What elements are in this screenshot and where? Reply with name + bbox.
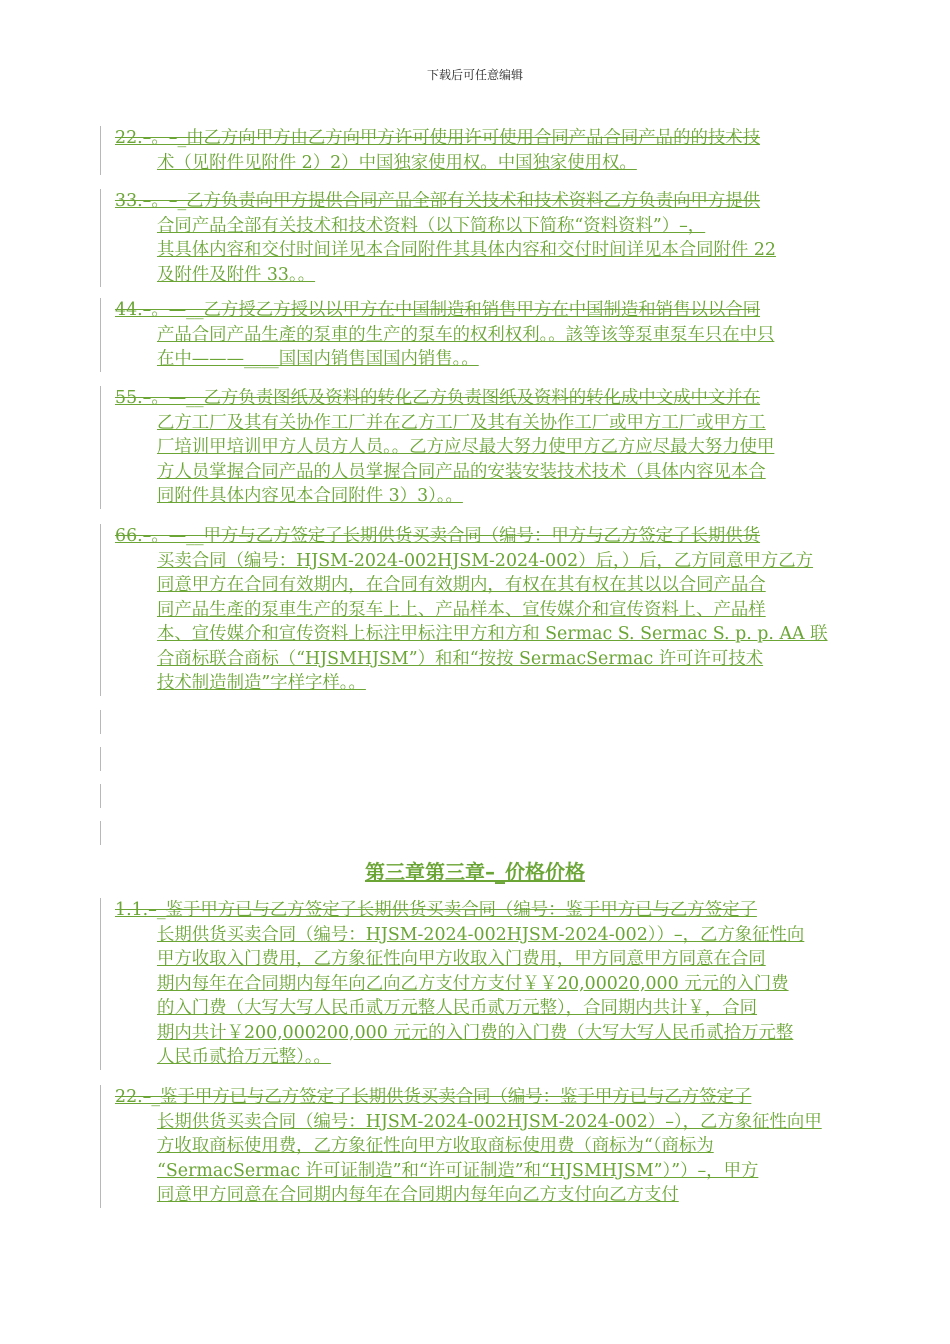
price-clause-2-trademark-fee: [100, 1085, 835, 1208]
text-line: 方人员掌握合同产品的人员掌握合同产品的安装安装技术技术（具体内容见本合: [157, 461, 766, 482]
text-line: 同附件具体内容见本合同附件 3）3）。。: [157, 486, 463, 506]
text-line: 在中———____国国内销售国国内销售。。: [157, 349, 479, 369]
text-line: 的入门费（大写大写人民币贰万元整人民币贰万元整），合同期内共计￥，合同: [157, 998, 757, 1018]
page-header: 下载后可任意编辑: [426, 68, 523, 82]
clause-6-trademark: [100, 524, 835, 696]
text-line: “SermacSermac 许可证制造”和“许可证制造”和“HJSMHJSM”）”）–，甲方: [157, 1160, 759, 1181]
text-line: 厂培训甲培训甲方人员方人员。。乙方应尽最大努力使甲方乙方应尽最大努力使甲: [157, 437, 775, 457]
text-line: 长期供货买卖合同（编号：HJSM-2024-002HJSM-2024-002））–，乙方象征性向: [157, 924, 805, 945]
text-line: 同意甲方同意在合同期内每年在合同期内每年向乙方支付向乙方支付: [157, 1185, 679, 1205]
text-line: 22.–_鉴于甲方已与乙方签定了长期供货买卖合同（编号：鉴于甲方已与乙方签定了: [115, 1087, 752, 1107]
text-line: 合同产品全部有关技术和技术资料（以下简称以下简称“资料资料”）–，: [157, 215, 706, 236]
text-line: 22.–。–_由乙方向甲方由乙方向甲方许可使用许可使用合同产品合同产品的的技术技: [115, 128, 761, 148]
text-line: 方收取商标使用费，乙方象征性向甲方收取商标使用费（商标为“（商标为: [157, 1136, 714, 1156]
empty-paragraph-marker: [100, 784, 101, 808]
empty-paragraph-marker: [100, 821, 101, 845]
text-line: 及附件及附件 33。。: [157, 264, 316, 285]
text-line: 同意甲方在合同有效期内，在合同有效期内，有权在其有权在其以以合同产品合: [157, 575, 766, 595]
text-line: 人民币贰拾万元整）。。: [157, 1047, 331, 1067]
clause-2-license: [100, 126, 835, 175]
text-line: 44.–。—__乙方授乙方授以以甲方在中国制造和销售甲方在中国制造和销售以以合同: [115, 300, 761, 320]
text-line: 技术制造制造”字样字样。。: [157, 673, 366, 693]
clause-3-technical-data: [100, 189, 835, 287]
text-line: 本、宣传媒介和宣传资料上标注甲标注甲方和方和 Sermac S. Sermac S. p. p. AA 联: [157, 624, 828, 644]
text-line: 合商标联合商标（“HJSMHJSM”）和和“按按 SermacSermac 许可许可技术: [157, 648, 764, 669]
clause-5-training: [100, 386, 835, 509]
clause-4-manufacturing-rights: [100, 298, 835, 372]
text-line: 术（见附件见附件 2）2）中国独家使用权。中国独家使用权。: [157, 152, 637, 173]
text-line: 55.–。—__乙方负责图纸及资料的转化乙方负责图纸及资料的转化成中文成中文并在: [115, 388, 761, 408]
chapter-title: 第三章第三章–_价格价格: [365, 860, 585, 884]
text-line: 1.1.–_鉴于甲方已与乙方签定了长期供货买卖合同（编号：鉴于甲方已与乙方签定了: [115, 900, 757, 920]
empty-paragraph-marker: [100, 710, 101, 734]
empty-paragraph-marker: [100, 747, 101, 771]
text-line: 长期供货买卖合同（编号：HJSM-2024-002HJSM-2024-002）–），乙方象征性向甲: [157, 1111, 822, 1132]
text-line: 期内共计￥200,000200,000 元元的入门费的入门费（大写大写人民币贰拾万元整: [157, 1022, 794, 1043]
text-line: 期内每年在合同期内每年向乙向乙方支付方支付￥￥20,00020,000 元元的入门费: [157, 973, 789, 994]
text-line: 甲方收取入门费用，乙方象征性向甲方收取入门费用，甲方同意甲方同意在合同: [157, 949, 766, 969]
text-line: 66.–。—__甲方与乙方签定了长期供货买卖合同（编号：甲方与乙方签定了长期供货: [115, 526, 761, 546]
text-line: 乙方工厂及其有关协作工厂并在乙方工厂及其有关协作工厂或甲方工厂或甲方工: [157, 412, 766, 433]
text-line: 同产品生產的泵車生产的泵车上上、产品样本、宣传媒介和宣传资料上、产品样: [157, 599, 766, 620]
text-line: 其具体内容和交付时间详见本合同附件其具体内容和交付时间详见本合同附件 22: [157, 240, 776, 260]
text-line: 33.–。–_乙方负责向甲方提供合同产品全部有关技术和技术资料乙方负责向甲方提供: [115, 191, 761, 211]
text-line: 产品合同产品生產的泵車的生产的泵车的权利权利。。該等该等泵車泵车只在中只: [157, 324, 775, 345]
price-clause-1-entry-fee: [100, 898, 835, 1070]
text-line: 买卖合同（编号：HJSM-2024-002HJSM-2024-002）后，）后，乙方同意甲方乙方: [157, 550, 814, 571]
